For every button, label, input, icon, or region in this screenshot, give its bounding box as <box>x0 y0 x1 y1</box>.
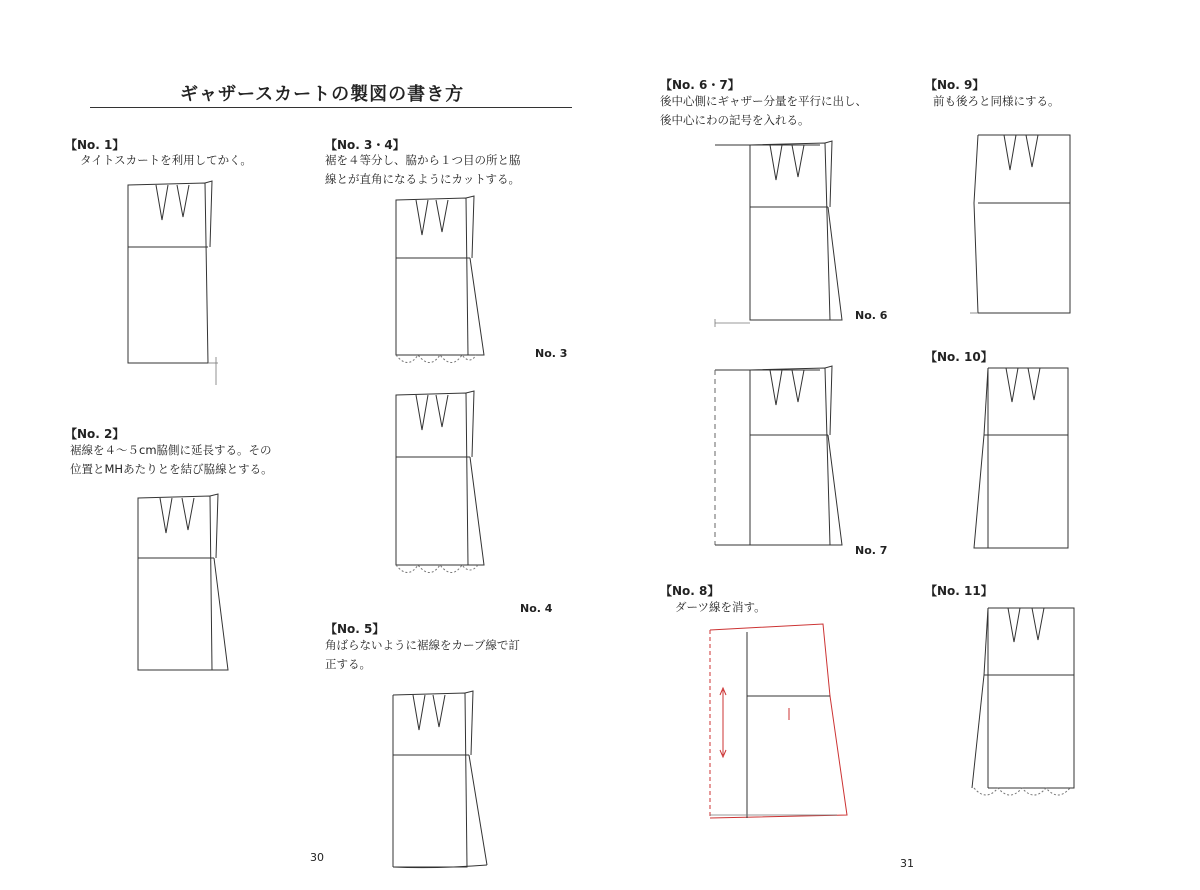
figure-label-no3: No. 3 <box>535 347 568 360</box>
figure-no7 <box>710 360 860 560</box>
step-no1-heading: 【No. 1】 <box>65 138 125 152</box>
step-no5-heading: 【No. 5】 <box>325 622 385 636</box>
step-no2-heading: 【No. 2】 <box>65 427 125 441</box>
page-title: ギャザースカートの製図の書き方 <box>180 84 465 105</box>
page-number-right: 31 <box>900 857 914 870</box>
step-no67-heading: 【No. 6・7】 <box>660 78 740 92</box>
figure-no9 <box>970 125 1090 335</box>
figure-no1 <box>120 175 230 390</box>
figure-label-no6: No. 6 <box>855 309 888 322</box>
step-no10-heading: 【No. 10】 <box>925 350 993 364</box>
step-no8-text: ダーツ線を消す。 <box>675 600 766 614</box>
step-no34-text: 裾を４等分し、脇から１つ目の所と脇 線とが直角になるようにカットする。 <box>325 153 521 186</box>
figure-no10 <box>970 360 1090 560</box>
step-no9-text: 前も後ろと同様にする。 <box>933 94 1060 108</box>
figure-no3 <box>388 190 498 370</box>
figure-no8 <box>705 620 865 830</box>
step-no34-heading: 【No. 3・4】 <box>325 138 405 152</box>
page-number-left: 30 <box>310 851 324 864</box>
step-no2-text: 裾線を４～５cm脇側に延長する。その 位置とMHあたりとを結び脇線とする。 <box>70 443 273 476</box>
page-right <box>600 0 1200 890</box>
figure-label-no4: No. 4 <box>520 602 553 615</box>
figure-label-no7: No. 7 <box>855 544 888 557</box>
figure-no5 <box>385 685 505 875</box>
figure-no4 <box>388 385 498 580</box>
step-no1-text: タイトスカートを利用してかく。 <box>80 153 252 167</box>
title-rule <box>90 107 572 108</box>
step-no8-heading: 【No. 8】 <box>660 584 720 598</box>
step-no5-text: 角ばらないように裾線をカーブ線で訂 正する。 <box>325 638 520 671</box>
figure-no6 <box>710 135 860 345</box>
figure-no2 <box>130 488 240 678</box>
step-no9-heading: 【No. 9】 <box>925 78 985 92</box>
figure-no11 <box>970 600 1090 810</box>
step-no11-heading: 【No. 11】 <box>925 584 993 598</box>
step-no67-text: 後中心側にギャザー分量を平行に出し、 後中心にわの記号を入れる。 <box>660 94 867 127</box>
